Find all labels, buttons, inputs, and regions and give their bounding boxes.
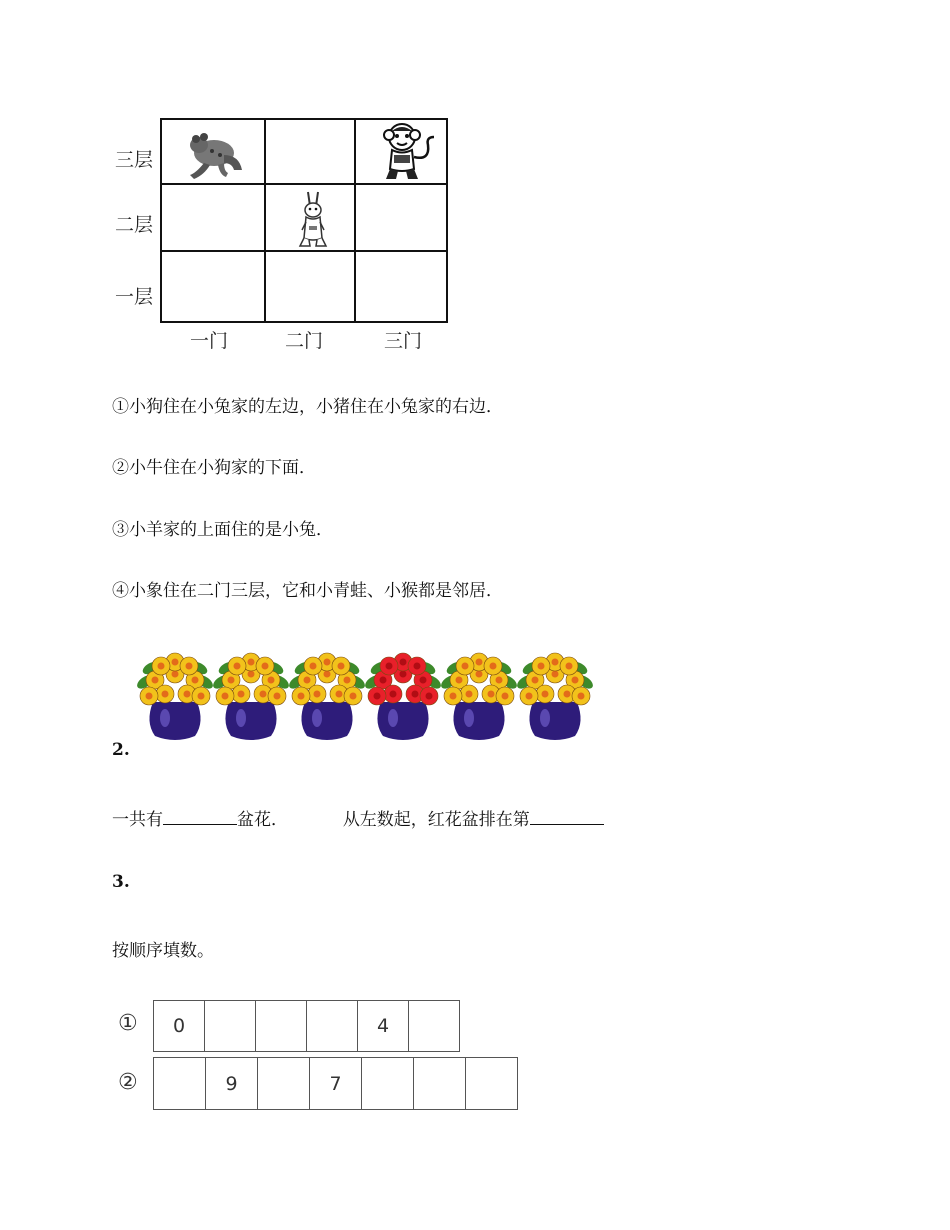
sequence-1-cell-5: 4 [357, 1000, 409, 1052]
flower-pots-graphic [130, 640, 600, 755]
sequence-2-cell-4: 7 [309, 1057, 362, 1110]
flower-pot-4 [363, 653, 443, 740]
question-3-number: 3. [112, 872, 130, 892]
sequence-2-cell-6[interactable] [413, 1057, 466, 1110]
grid-cell-r3-c1 [162, 120, 266, 185]
sequence-2-marker: ② [118, 1070, 138, 1095]
monkey-icon [378, 121, 440, 183]
apartment-grid [160, 118, 448, 323]
sequence-2-cell-2: 9 [205, 1057, 258, 1110]
sequence-row-1 [154, 1000, 460, 1052]
sequence-1-marker: ① [118, 1011, 138, 1036]
row-label-3: 三层 [115, 149, 154, 171]
sequence-1-cell-3[interactable] [255, 1000, 307, 1052]
sequence-1-cell-2[interactable] [204, 1000, 256, 1052]
sequence-2-cell-1[interactable] [153, 1057, 206, 1110]
clue-3: ③小羊家的上面住的是小兔． [112, 520, 333, 540]
clue-1: ①小狗住在小兔家的左边，小猪住在小兔家的右边． [112, 397, 503, 417]
col-label-1: 一门 [190, 330, 229, 352]
flower-pot-6 [515, 653, 595, 740]
sequence-1-cell-1: 0 [153, 1000, 205, 1052]
red-pot-position-prefix: 从左数起，红花盆排在第 [342, 810, 530, 830]
grid-cell-r2-c1 [162, 185, 266, 252]
flower-pot-3 [287, 653, 367, 740]
clue-4: ④小象住在二门三层，它和小青蛙、小猴都是邻居． [112, 581, 503, 601]
row-label-2: 二层 [115, 214, 154, 236]
sequence-2-cell-5[interactable] [361, 1057, 414, 1110]
grid-cell-r3-c3 [356, 120, 446, 185]
grid-cell-r3-c2 [266, 120, 356, 185]
flower-pot-2 [211, 653, 291, 740]
grid-cell-r2-c3 [356, 185, 446, 252]
col-label-2: 二门 [285, 330, 324, 352]
question-2-text [112, 805, 604, 830]
grid-cell-r1-c2 [266, 252, 356, 321]
total-pots-blank[interactable] [163, 810, 237, 825]
total-pots-suffix: 盆花． [237, 810, 288, 830]
col-label-3: 三门 [384, 330, 423, 352]
question-3-instruction: 按顺序填数。 [112, 941, 214, 961]
rabbit-icon [294, 190, 334, 250]
sequence-2-cell-3[interactable] [257, 1057, 310, 1110]
frog-icon [184, 125, 248, 181]
grid-cell-r1-c3 [356, 252, 446, 321]
sequence-row-2 [154, 1057, 518, 1110]
flower-pots-row [130, 640, 600, 755]
clue-2: ②小牛住在小狗家的下面． [112, 458, 316, 478]
red-pot-position-blank[interactable] [530, 810, 604, 825]
grid-cell-r2-c2 [266, 185, 356, 252]
flower-pot-1 [135, 653, 215, 740]
grid-cell-r1-c1 [162, 252, 266, 321]
total-pots-prefix: 一共有 [112, 810, 163, 830]
sequence-2-cell-7[interactable] [465, 1057, 518, 1110]
sequence-1-cell-4[interactable] [306, 1000, 358, 1052]
flower-pot-5 [439, 653, 519, 740]
sequence-1-cell-6[interactable] [408, 1000, 460, 1052]
row-label-1: 一层 [115, 286, 154, 308]
question-2-number: 2. [112, 740, 130, 760]
